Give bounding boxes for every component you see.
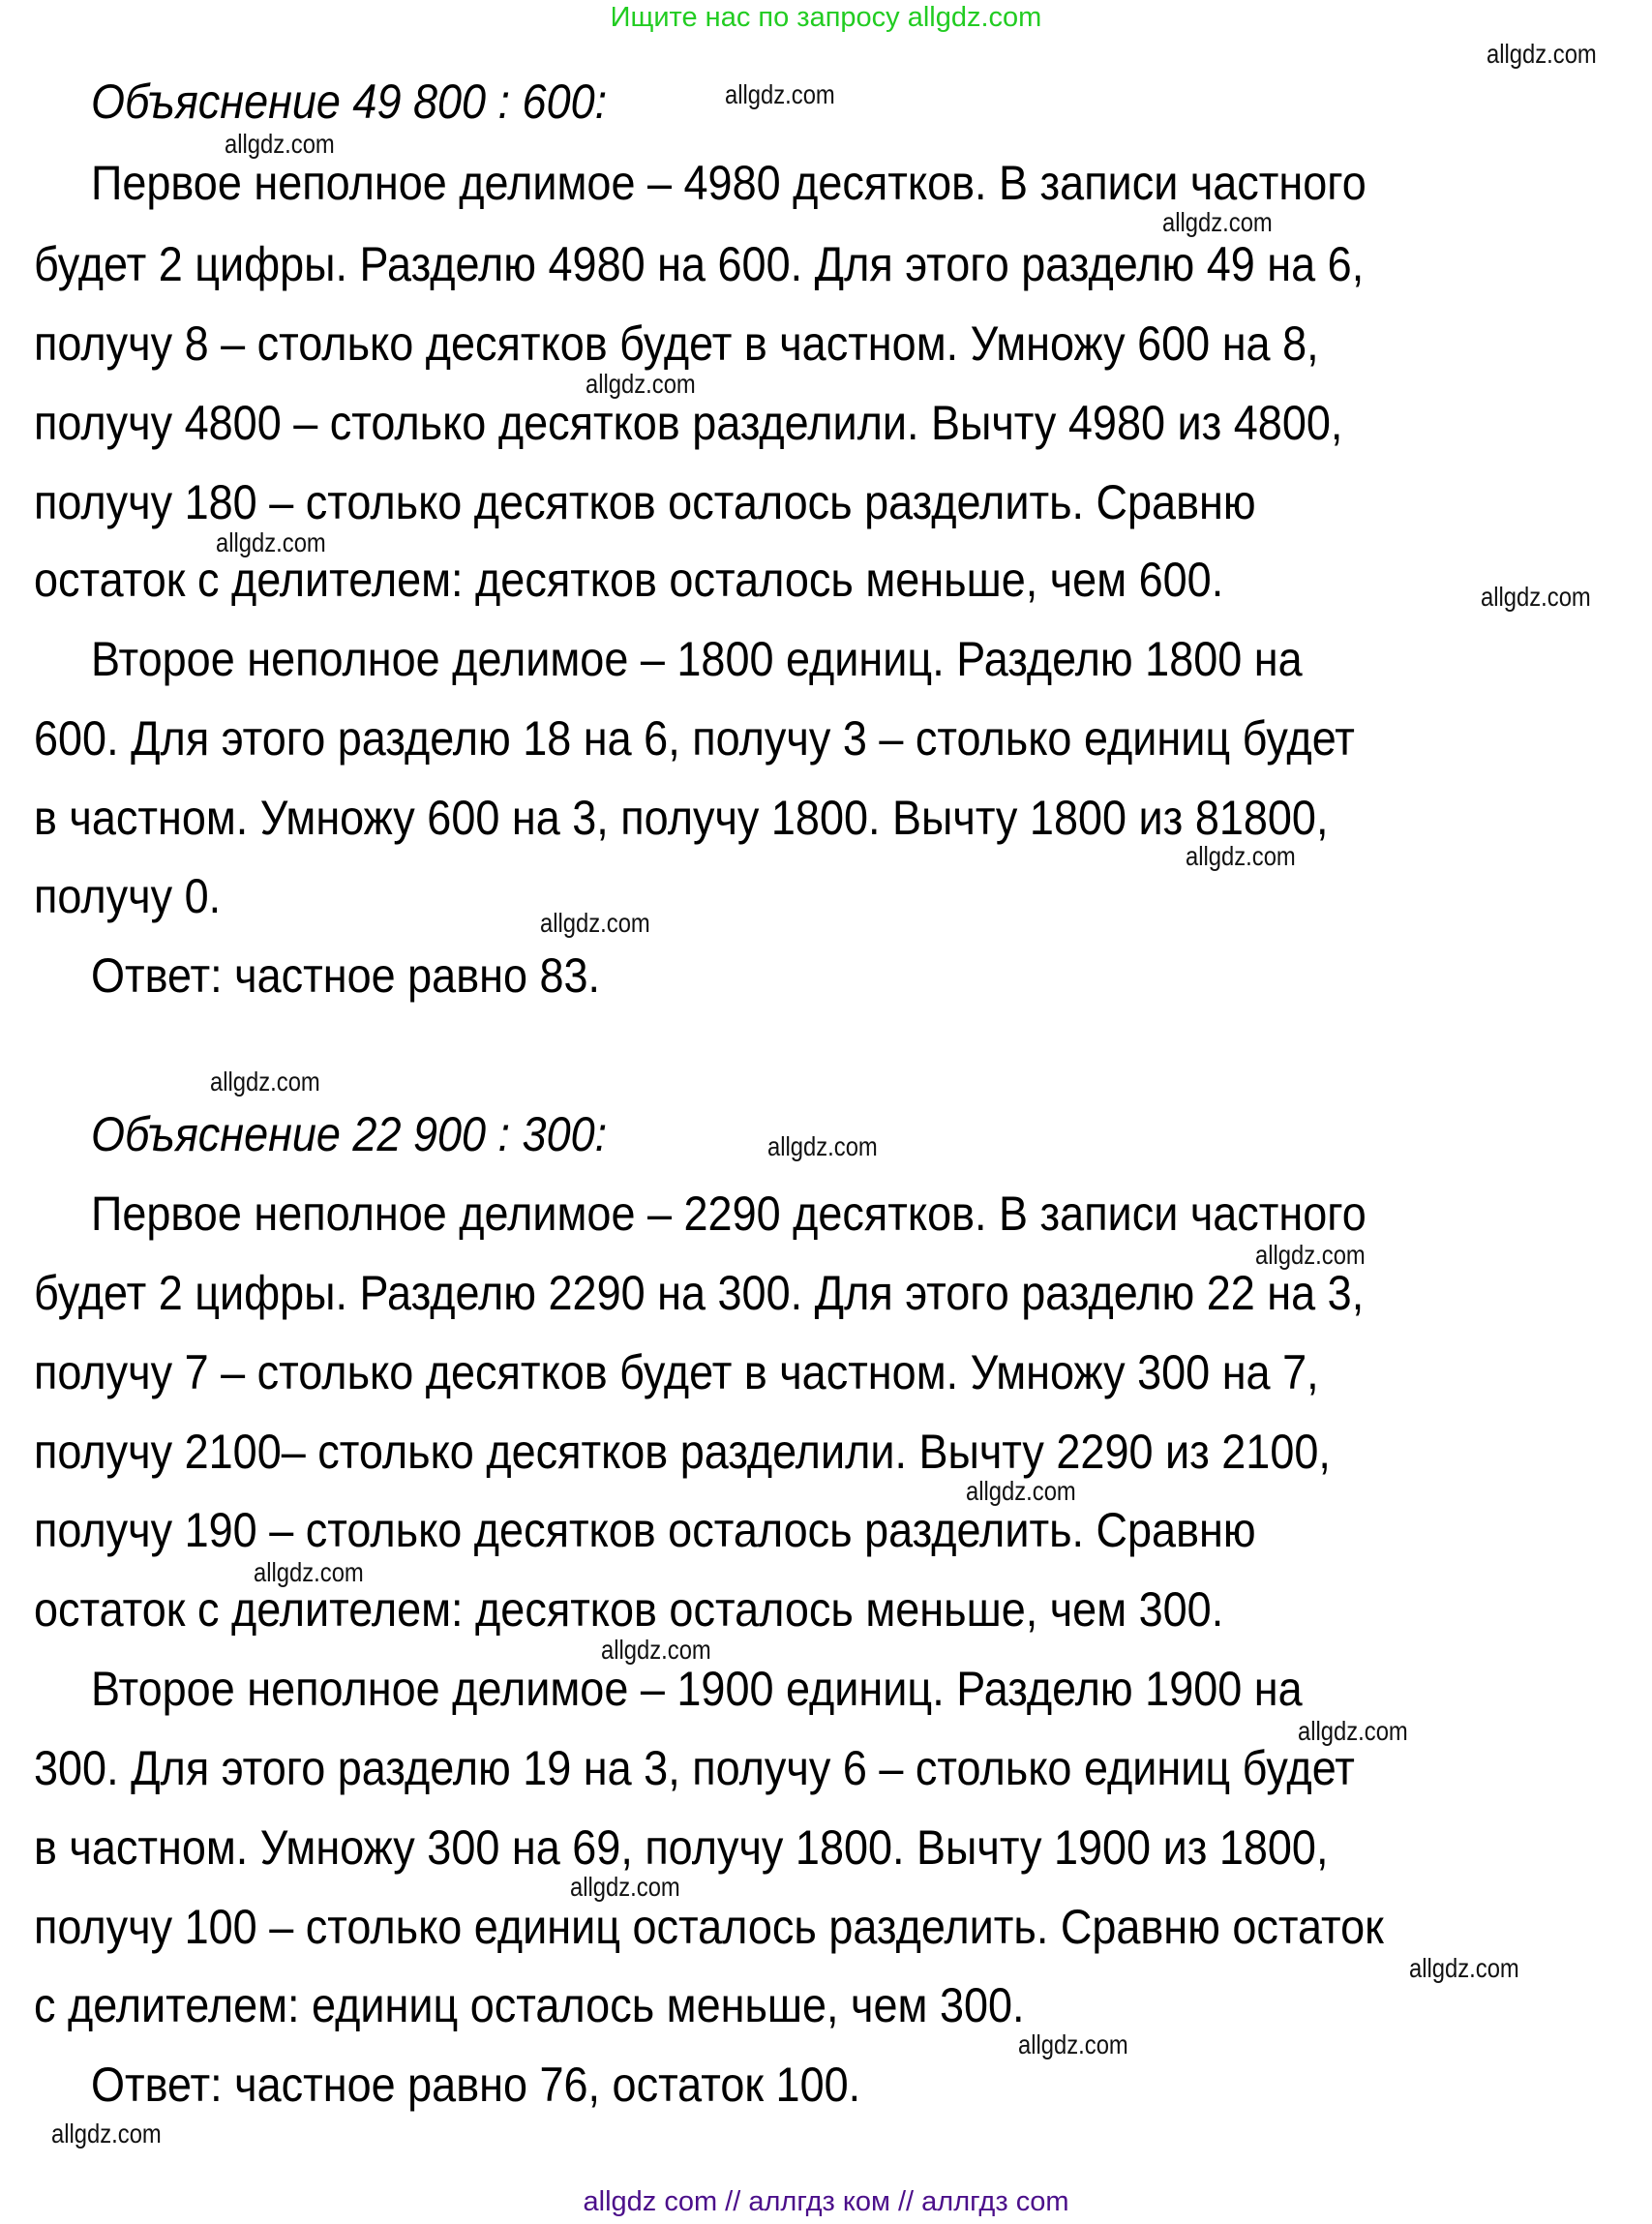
paragraph-line: получу 0. (34, 869, 222, 923)
watermark-text: allgdz.com (540, 907, 651, 938)
watermark-text: allgdz.com (215, 527, 326, 558)
paragraph-line: Второе неполное делимое – 1800 единиц. Разделю 1800 на (90, 632, 1303, 687)
answer-line: Ответ: частное равно 76, остаток 100. (90, 2057, 860, 2112)
footer-banner: allgdz com // аллгдз ком // аллгдз com (583, 2186, 1069, 2217)
paragraph-line: остаток с делителем: десятков осталось меньше, чем 600. (34, 553, 1224, 608)
watermark-text: allgdz.com (1254, 1239, 1366, 1270)
watermark-text: allgdz.com (1480, 581, 1591, 612)
watermark-text: allgdz.com (724, 79, 835, 110)
watermark-text: allgdz.com (1409, 1952, 1520, 1983)
watermark-text: allgdz.com (1162, 207, 1274, 238)
watermark-text: allgdz.com (224, 129, 335, 160)
watermark-text: allgdz.com (1018, 2029, 1128, 2059)
watermark-text: allgdz.com (586, 369, 696, 400)
watermark-text: allgdz.com (766, 1131, 878, 1162)
watermark-text: allgdz.com (965, 1476, 1076, 1507)
paragraph-line: получу 2100– столько десятков разделили. Вычту 2290 из 2100, (34, 1425, 1332, 1480)
paragraph-line: в частном. Умножу 600 на 3, получу 1800. Вычту 1800 из 81800, (34, 791, 1329, 846)
paragraph-line: получу 190 – столько десятков осталось разделить. Сравню (34, 1502, 1256, 1557)
paragraph-line: с делителем: единиц осталось меньше, чем 300. (34, 1977, 1025, 2032)
watermark-text: allgdz.com (1486, 38, 1597, 69)
paragraph-line: будет 2 цифры. Разделю 2290 на 300. Для этого разделю 22 на 3, (34, 1266, 1365, 1321)
paragraph-line: Первое неполное делимое – 2290 десятков. В записи частного (90, 1187, 1367, 1242)
paragraph-line: Второе неполное делимое – 1900 единиц. Разделю 1900 на (90, 1662, 1303, 1717)
section-title: Объяснение 49 800 : 600: (90, 75, 607, 130)
watermark-text: allgdz.com (601, 1635, 712, 1666)
section-title: Объяснение 22 900 : 300: (90, 1107, 607, 1162)
paragraph-line: получу 8 – столько десятков будет в частном. Умножу 600 на 8, (34, 316, 1319, 371)
watermark-text: allgdz.com (570, 1872, 680, 1903)
answer-line: Ответ: частное равно 83. (90, 948, 600, 1004)
watermark-text: allgdz.com (1297, 1716, 1408, 1746)
paragraph-line: остаток с делителем: десятков осталось меньше, чем 300. (34, 1582, 1224, 1637)
watermark-text: allgdz.com (254, 1556, 365, 1587)
watermark-text: allgdz.com (209, 1066, 320, 1097)
header-banner: Ищите нас по запросу allgdz.com (610, 2, 1042, 33)
paragraph-line: 600. Для этого разделю 18 на 6, получу 3 – столько единиц будет (34, 711, 1355, 766)
paragraph-line: в частном. Умножу 300 на 69, получу 1800. Вычту 1900 из 1800, (34, 1820, 1329, 1876)
watermark-text: allgdz.com (50, 2119, 162, 2149)
paragraph-line: получу 4800 – столько десятков разделили. Вычту 4980 из 4800, (34, 395, 1343, 450)
paragraph-line: получу 7 – столько десятков будет в частном. Умножу 300 на 7, (34, 1345, 1319, 1400)
paragraph-line: будет 2 цифры. Разделю 4980 на 600. Для этого разделю 49 на 6, (34, 236, 1365, 291)
paragraph-line: Первое неполное делимое – 4980 десятков. В записи частного (90, 156, 1367, 210)
paragraph-line: 300. Для этого разделю 19 на 3, получу 6 – столько единиц будет (34, 1741, 1355, 1796)
paragraph-line: получу 180 – столько десятков осталось разделить. Сравню (34, 474, 1256, 529)
paragraph-line: получу 100 – столько единиц осталось разделить. Сравню остаток (34, 1900, 1385, 1955)
watermark-text: allgdz.com (1185, 840, 1296, 871)
